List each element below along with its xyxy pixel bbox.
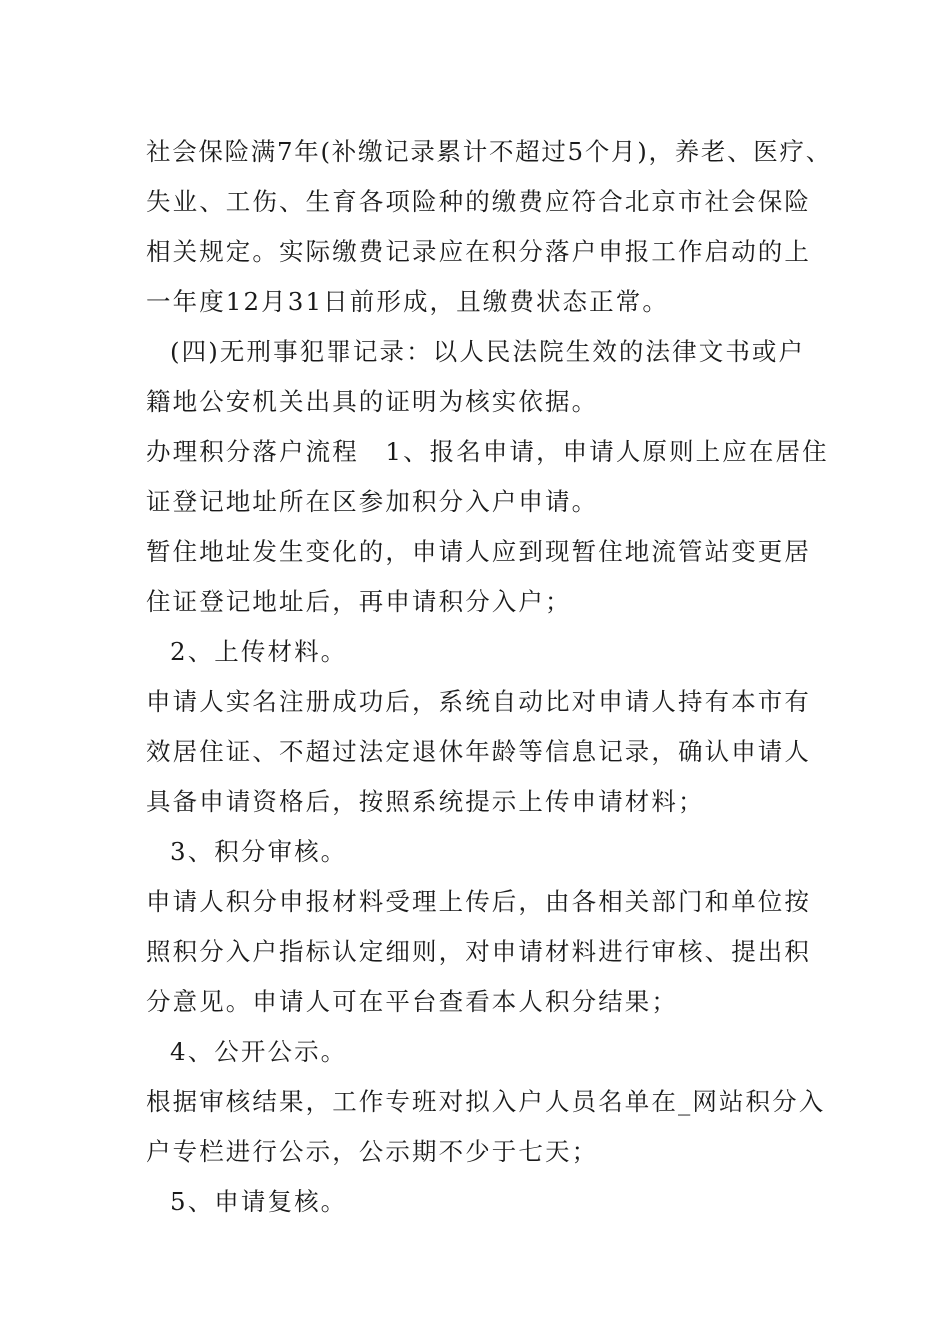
text-line: 照积分入户指标认定细则，对申请材料进行审核、提出积 (146, 937, 811, 966)
text-line: 证登记地址所在区参加积分入户申请。 (146, 487, 599, 516)
text-line: 籍地公安机关出具的证明为核实依据。 (146, 387, 599, 416)
text-line: 失业、工伤、生育各项险种的缴费应符合北京市社会保险 (146, 187, 811, 216)
text-line: (四)无刑事犯罪记录：以人民法院生效的法律文书或户 (170, 337, 806, 366)
text-line: 5、申请复核。 (170, 1187, 348, 1216)
text-line: 申请人积分申报材料受理上传后，由各相关部门和单位按 (146, 887, 811, 916)
text-line: 2、上传材料。 (170, 637, 348, 666)
text-line: 一年度12月31日前形成，且缴费状态正常。 (146, 287, 669, 316)
text-line: 4、公开公示。 (170, 1037, 348, 1066)
text-line: 具备申请资格后，按照系统提示上传申请材料； (146, 787, 705, 816)
document-body (146, 127, 836, 1227)
text-line: 申请人实名注册成功后，系统自动比对申请人持有本市有 (146, 687, 811, 716)
text-line: 暂住地址发生变化的，申请人应到现暂住地流管站变更居 (146, 537, 811, 566)
text-line: 根据审核结果，工作专班对拟入户人员名单在_网站积分入 (146, 1087, 826, 1116)
text-line: 3、积分审核。 (170, 837, 348, 866)
text-line: 相关规定。实际缴费记录应在积分落户申报工作启动的上 (146, 237, 811, 266)
text-line: 户专栏进行公示，公示期不少于七天； (146, 1137, 599, 1166)
text-line: 办理积分落户流程 1、报名申请，申请人原则上应在居住 (146, 437, 829, 466)
text-line: 分意见。申请人可在平台查看本人积分结果； (146, 987, 678, 1016)
text-line: 社会保险满7年(补缴记录累计不超过5个月)，养老、医疗、 (146, 137, 832, 166)
text-line: 住证登记地址后，再申请积分入户； (146, 587, 572, 616)
text-line: 效居住证、不超过法定退休年龄等信息记录，确认申请人 (146, 737, 811, 766)
